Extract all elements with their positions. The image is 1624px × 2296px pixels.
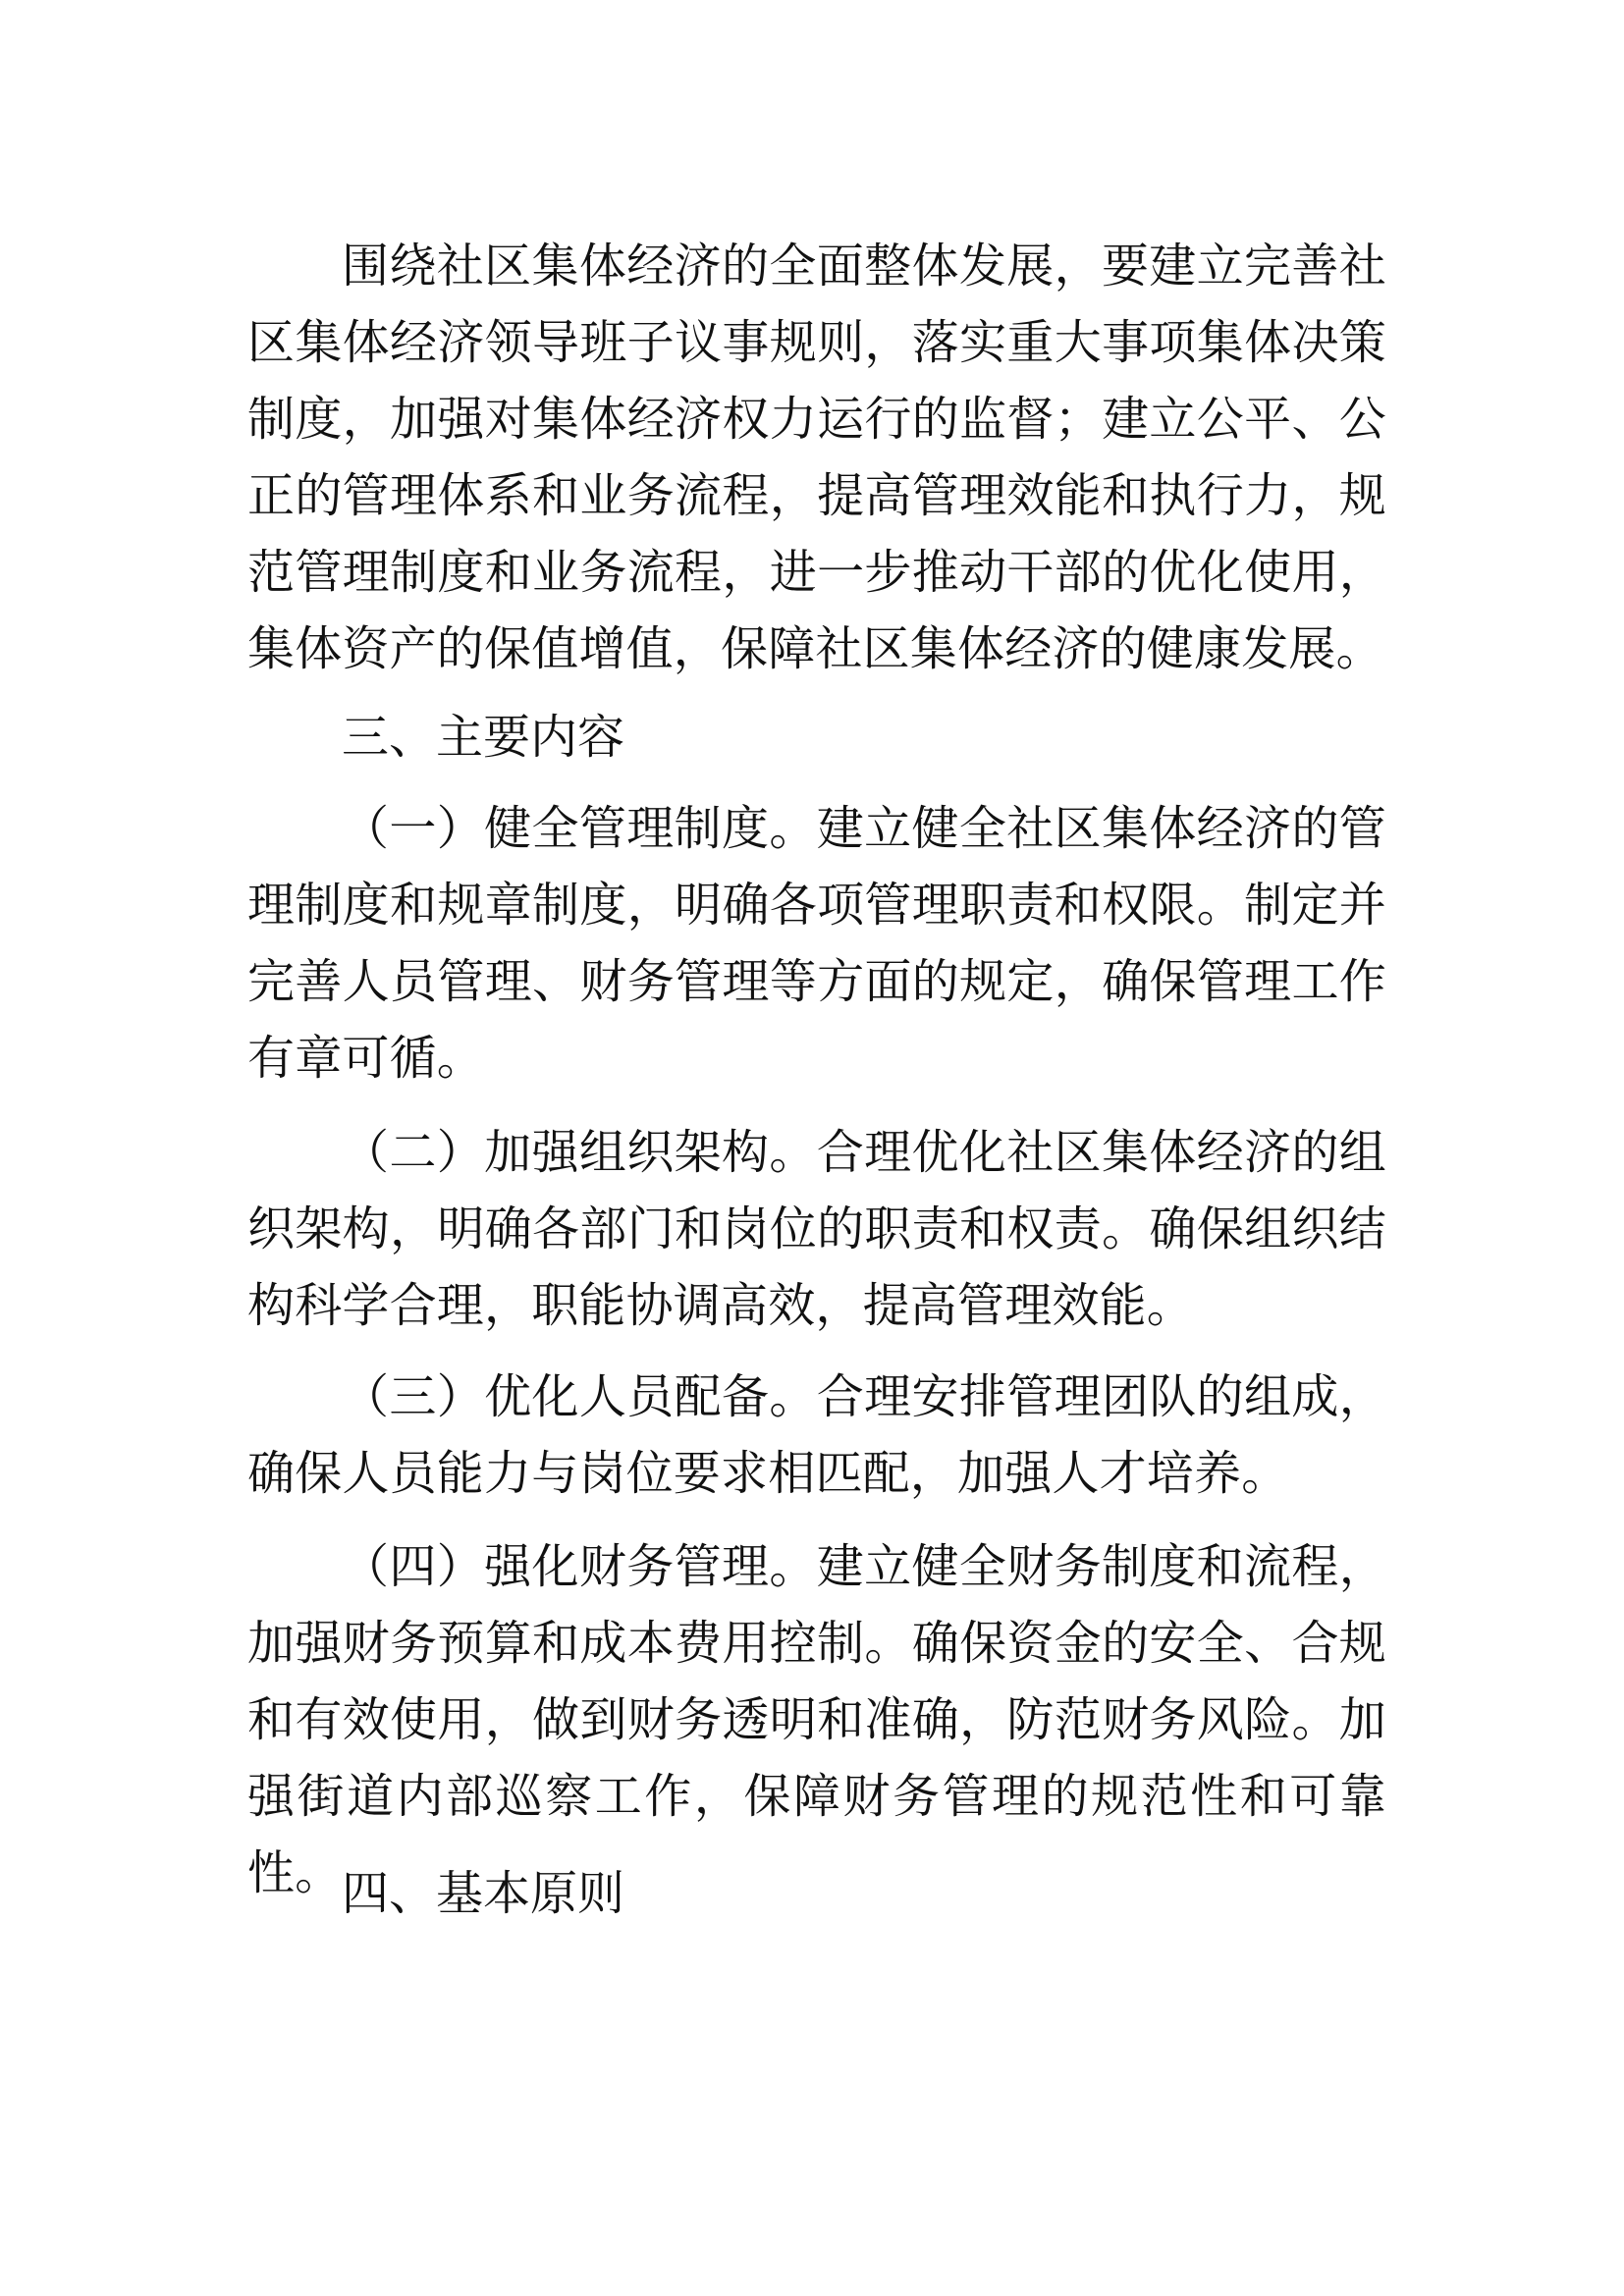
paragraph-organization-structure: （二）加强组织架构。合理优化社区集体经济的组织架构，明确各部门和岗位的职责和权责。确保组织结构科学合理，职能协调高效，提高管理效能。 [247, 1125, 1386, 1333]
section-heading-basic-principles: 四、基本原则 [342, 1866, 625, 1921]
paragraph-development-goals: 围绕社区集体经济的全面整体发展，要建立完善社区集体经济领导班子议事规则，落实重大事项集体决策制度，加强对集体经济权力运行的监督；建立公平、公正的管理体系和业务流程，提高管理效能和执行力，规范管理制度和业务流程，进一步推动干部的优化使用，集体资产的保值增值，保障社区集体经济的健康发展。 [247, 239, 1386, 676]
paragraph-management-system: （一）健全管理制度。建立健全社区集体经济的管理制度和规章制度，明确各项管理职责和权限。制定并完善人员管理、财务管理等方面的规定，确保管理工作有章可循。 [247, 801, 1386, 1086]
paragraph-staffing: （三）优化人员配备。合理安排管理团队的组成，确保人员能力与岗位要求相匹配，加强人才培养。 [247, 1369, 1386, 1501]
section-heading-main-content: 三、主要内容 [342, 710, 625, 765]
paragraph-financial-management: （四）强化财务管理。建立健全财务制度和流程，加强财务预算和成本费用控制。确保资金的安全、合规和有效使用，做到财务透明和准确，防范财务风险。加强街道内部巡察工作，保障财务管理的规范性和可靠性。 [247, 1539, 1386, 1900]
